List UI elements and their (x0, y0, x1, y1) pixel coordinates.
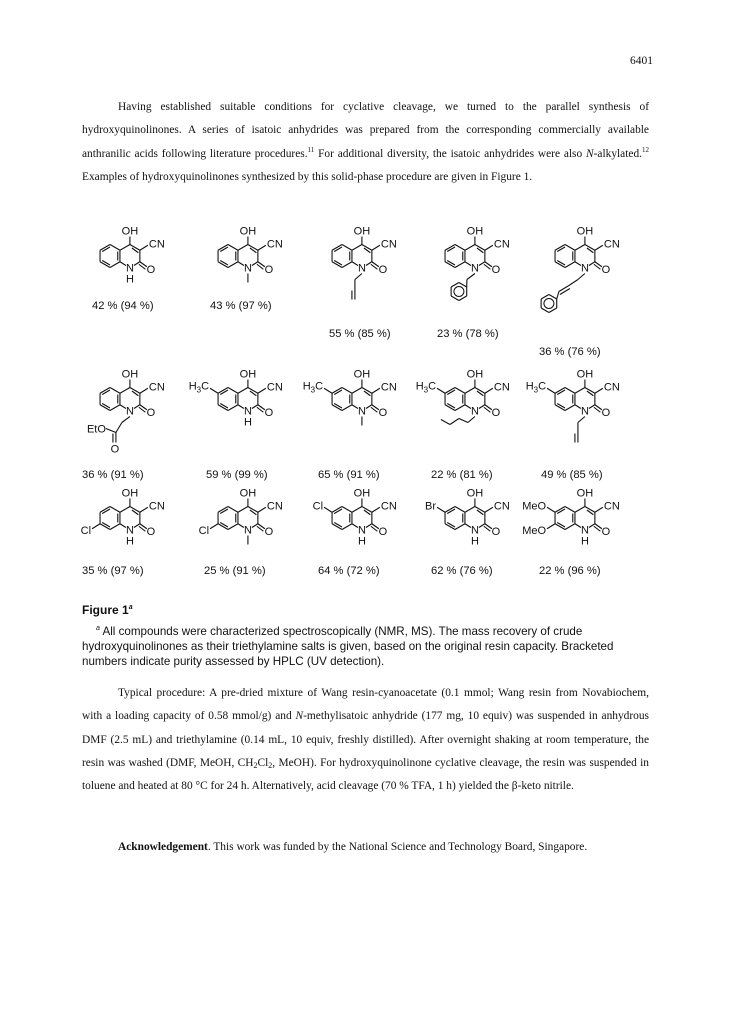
compound-yield: 43 % (97 %) (210, 300, 272, 312)
oh-label: OH (466, 225, 484, 238)
cn-label: CN (266, 238, 283, 251)
benzene-bond (228, 524, 238, 530)
ring-n-label: N (580, 405, 589, 418)
ring-bond (238, 507, 248, 513)
cl-label: Cl (80, 524, 92, 537)
ring-bond (352, 507, 362, 513)
compound-yield: 64 % (72 %) (318, 565, 380, 577)
carbonyl-o-label: O (491, 263, 501, 276)
benzene-bond (565, 262, 575, 268)
benzene-bond (110, 524, 120, 530)
compound-yield: 65 % (91 %) (318, 469, 380, 481)
benzene-bond (455, 388, 465, 394)
figure-title-footnote-mark: a (128, 604, 133, 611)
cn-bond (485, 245, 493, 250)
compound-yield: 36 % (76 %) (539, 346, 601, 358)
compound-yield: 35 % (97 %) (82, 565, 144, 577)
ester-o-label: O (110, 443, 120, 456)
structure-drawing (82, 225, 194, 348)
oh-label: OH (239, 225, 257, 238)
reference-12: 12 (642, 145, 649, 154)
cn-bond (140, 507, 148, 512)
procedure-text-4: , MeOH). For hydroxyquinolinone cyclative cleavage, the resin was suspended in toluene and heated at 80 °C for 24 h. Alternatively, acid cleavage (70 % TFA, 1 h) yielded the β-keto nitrile. (82, 756, 649, 793)
n-h-label: H (125, 535, 134, 548)
ring-bond (130, 245, 140, 251)
benzene-bond (455, 405, 465, 411)
oh-label: OH (466, 368, 484, 381)
cn-bond (372, 388, 380, 393)
compound-15 (522, 487, 647, 605)
ring-n-label: N (470, 405, 479, 418)
benzene-bond (455, 507, 465, 513)
carbonyl-o-label: O (378, 406, 388, 419)
oh-label: OH (576, 225, 594, 238)
compound-yield: 49 % (85 %) (541, 469, 603, 481)
br-label: Br (425, 500, 437, 513)
substituent-bond (547, 388, 555, 393)
methyl-label: $H_3C$ (525, 380, 547, 395)
ring-bond (575, 245, 585, 251)
intro-italic-n: N (586, 147, 594, 160)
benzene-bond (110, 245, 120, 251)
carbonyl-o-label: O (146, 263, 156, 276)
acknowledgement-text: . This work was funded by the National Science and Technology Board, Singapore. (207, 841, 588, 853)
meo-label: MeO (522, 500, 547, 513)
ring-bond (475, 388, 485, 394)
benzene-bond (228, 262, 238, 268)
ring-bond (120, 245, 130, 251)
ring-n-label: N (357, 524, 366, 537)
carbonyl-o-label: O (601, 525, 611, 538)
benzene-bond (228, 388, 238, 394)
ring-n-label: N (125, 405, 134, 418)
butyl-bond (441, 420, 450, 425)
compound-yield: 55 % (85 %) (329, 328, 391, 340)
ring-bond (130, 388, 140, 394)
figure-title-text: Figure 1 (82, 603, 129, 617)
oh-label: OH (466, 487, 484, 500)
benzene-bond (110, 262, 120, 268)
ring-bond (465, 507, 475, 513)
cn-label: CN (148, 381, 165, 394)
structure-drawing (80, 487, 194, 610)
substituent-bond (437, 388, 445, 393)
benzene-bond (228, 507, 238, 513)
oh-label: OH (121, 487, 139, 500)
figure-footnote-text: All compounds were characterized spectroscopically (NMR, MS). The mass recovery of crude hydroxyquinolinones as their triethylamine salts is given, based on the original resin capacity. Bracketed numbers indicate purity assessed by HPLC (UV detection). (82, 625, 614, 668)
ester-bond (106, 429, 116, 433)
acknowledgement-label: Acknowledgement (118, 841, 208, 853)
ring-bond (475, 507, 485, 513)
ring-bond (238, 245, 248, 251)
compound-yield: 36 % (91 %) (82, 469, 144, 481)
benzene-bond (342, 524, 352, 530)
n-h-label: H (357, 535, 366, 548)
benzene-bond (455, 262, 465, 268)
benzene-bond (565, 524, 575, 530)
ring-bond (585, 245, 595, 251)
oh-label: OH (121, 225, 139, 238)
procedure-subscript-1: 2 (253, 760, 258, 770)
intro-text-2: For additional diversity, the isatoic anhydrides were also (314, 147, 586, 160)
ring-bond (352, 388, 362, 394)
cn-bond (258, 245, 266, 250)
n-h-label: H (580, 535, 589, 548)
cn-label: CN (493, 500, 510, 513)
reference-11: 11 (307, 145, 315, 154)
phenyl-ring (454, 287, 464, 297)
n-h-label: H (125, 273, 134, 286)
cn-label: CN (380, 500, 397, 513)
compound-yield: 25 % (91 %) (204, 565, 266, 577)
ring-bond (352, 245, 362, 251)
ring-bond (362, 388, 372, 394)
oh-label: OH (353, 225, 371, 238)
structure-drawing (522, 487, 649, 610)
structure-drawing (537, 225, 649, 348)
benzene-bond (565, 245, 575, 251)
page-number: 6401 (630, 55, 653, 67)
carbonyl-o-label: O (264, 525, 274, 538)
substituent-bond (210, 524, 218, 529)
carbonyl-o-label: O (601, 406, 611, 419)
ester-bond (116, 423, 122, 433)
ring-bond (362, 245, 372, 251)
carbonyl-o-label: O (601, 263, 611, 276)
ring-n-label: N (243, 524, 252, 537)
procedure-text-2: -methylisatoic anhydride (177 mg, 10 equiv) was suspended in anhydrous DMF (2.5 mL) and triethylamine (0.14 mL, 10 equiv, freshly distilled). After overnight shaking at room temperature, the resin was washed (DMF, MeOH, CH (82, 710, 649, 769)
benzene-bond (228, 405, 238, 411)
benzene-bond (342, 262, 352, 268)
ring-bond (248, 507, 258, 513)
methyl-label: $H_3C$ (302, 380, 324, 395)
benzene-bond (110, 388, 120, 394)
ring-n-label: N (243, 405, 252, 418)
procedure-text-3: Cl (257, 756, 269, 769)
ring-n-label: N (243, 262, 252, 275)
figure-1 (80, 225, 649, 600)
compound-9 (415, 368, 537, 486)
procedure-paragraph (82, 682, 649, 798)
carbonyl-o-label: O (491, 406, 501, 419)
ring-bond (575, 507, 585, 513)
compound-2 (200, 225, 310, 343)
benzene-bond (565, 507, 575, 513)
cn-bond (372, 507, 380, 512)
ring-n-label: N (580, 262, 589, 275)
cn-label: CN (493, 381, 510, 394)
ring-n-label: N (357, 405, 366, 418)
oh-label: OH (239, 487, 257, 500)
cn-label: CN (493, 238, 510, 251)
ring-bond (130, 507, 140, 513)
cl-label: Cl (198, 524, 210, 537)
butyl-bond (450, 419, 459, 425)
substituent-bond (437, 507, 445, 512)
cn-label: CN (148, 500, 165, 513)
ring-bond (120, 507, 130, 513)
carbonyl-o-label: O (146, 525, 156, 538)
ring-bond (465, 388, 475, 394)
compound-10 (525, 368, 647, 486)
compound-4 (427, 225, 537, 343)
cn-label: CN (266, 500, 283, 513)
compound-6 (82, 368, 192, 486)
compound-yield: 42 % (94 %) (92, 300, 154, 312)
procedure-subscript-2: 2 (268, 760, 273, 770)
ring-n-label: N (125, 524, 134, 537)
cn-bond (258, 507, 266, 512)
cn-bond (595, 507, 603, 512)
ring-bond (362, 507, 372, 513)
n-h-label: H (243, 416, 252, 429)
compound-yield: 59 % (99 %) (206, 469, 268, 481)
substituent-bond (324, 507, 332, 512)
carbonyl-o-label: O (378, 525, 388, 538)
substituent-bond (547, 507, 555, 512)
oh-label: OH (353, 487, 371, 500)
acknowledgement-paragraph (82, 836, 649, 859)
benzene-bond (110, 405, 120, 411)
ring-bond (120, 388, 130, 394)
benzene-bond (342, 388, 352, 394)
cinnamyl-bond (557, 292, 559, 300)
ring-n-label: N (580, 524, 589, 537)
meo-label: MeO (522, 524, 547, 537)
ring-n-label: N (125, 262, 134, 275)
ring-bond (585, 388, 595, 394)
ring-bond (465, 245, 475, 251)
ring-bond (575, 388, 585, 394)
carbonyl-o-label: O (491, 525, 501, 538)
intro-text-3: -alkylated. (593, 147, 642, 160)
benzene-bond (455, 524, 465, 530)
compound-3 (314, 225, 424, 343)
cinnamyl-bond (569, 280, 578, 286)
cn-bond (595, 245, 603, 250)
cn-label: CN (380, 238, 397, 251)
cn-bond (140, 388, 148, 393)
ring-n-label: N (470, 262, 479, 275)
n-h-label: H (470, 535, 479, 548)
substituent-bond (92, 524, 100, 529)
carbonyl-o-label: O (264, 406, 274, 419)
cn-bond (258, 388, 266, 393)
intro-text-1: Having established suitable conditions for cyclative cleavage, we turned to the parallel synthesis of hydroxyquinolinones. A series of isatoic anhydrides was prepared from the corresponding commercially available anthranilic acids following literature procedures. (82, 101, 649, 160)
ring-n-label: N (470, 524, 479, 537)
cn-bond (140, 245, 148, 250)
ring-bond (585, 507, 595, 513)
benzene-bond (342, 245, 352, 251)
compound-14 (425, 487, 537, 605)
structure-drawing (198, 487, 312, 610)
oh-label: OH (239, 368, 257, 381)
ring-bond (475, 245, 485, 251)
ring-n-label: N (357, 262, 366, 275)
carbonyl-o-label: O (146, 406, 156, 419)
substituent-bond (210, 388, 218, 393)
benzene-bond (342, 405, 352, 411)
oh-label: OH (353, 368, 371, 381)
compound-1 (82, 225, 192, 343)
substituent-bond (324, 388, 332, 393)
compound-8 (302, 368, 424, 486)
methyl-label: $H_3C$ (188, 380, 210, 395)
carbonyl-o-label: O (378, 263, 388, 276)
compound-13 (312, 487, 424, 605)
carbonyl-o-label: O (264, 263, 274, 276)
eto-label: EtO (86, 423, 106, 436)
compound-yield: 22 % (96 %) (539, 565, 601, 577)
cn-label: CN (603, 238, 620, 251)
cl-label: Cl (312, 500, 324, 513)
ring-bond (238, 388, 248, 394)
intro-paragraph (82, 96, 649, 189)
oh-label: OH (576, 487, 594, 500)
cn-bond (485, 507, 493, 512)
procedure-text-1: Typical procedure: A pre-dried mixture of Wang resin-cyanoacetate (0.1 mmol; Wang resin from Novabiochem, with a loading capacity of 0.58 mmol/g) and (82, 687, 649, 723)
cn-label: CN (148, 238, 165, 251)
cn-bond (372, 245, 380, 250)
figure-footnote (82, 624, 642, 669)
cn-label: CN (603, 381, 620, 394)
figure-footnote-mark: a (96, 625, 100, 632)
butyl-bond (459, 419, 468, 423)
substituent-bond (547, 524, 555, 529)
benzene-bond (565, 405, 575, 411)
benzene-bond (228, 245, 238, 251)
procedure-italic-n: N (295, 710, 304, 723)
phenyl-ring (544, 299, 554, 309)
cn-label: CN (380, 381, 397, 394)
compound-5 (537, 225, 647, 358)
ring-bond (248, 245, 258, 251)
compound-yield: 62 % (76 %) (431, 565, 493, 577)
cn-bond (485, 388, 493, 393)
oh-label: OH (121, 368, 139, 381)
structure-drawing (312, 487, 426, 610)
benzene-bond (342, 507, 352, 513)
structure-drawing (200, 225, 312, 348)
compound-yield: 23 % (78 %) (437, 328, 499, 340)
compound-11 (80, 487, 192, 605)
cn-label: CN (266, 381, 283, 394)
intro-text-4: Examples of hydroxyquinolinones synthesized by this solid-phase procedure are given in Figure 1. (82, 170, 533, 183)
compound-7 (188, 368, 310, 486)
benzene-bond (455, 245, 465, 251)
compound-yield: 22 % (81 %) (431, 469, 493, 481)
figure-title (82, 603, 133, 617)
compound-12 (198, 487, 310, 605)
oh-label: OH (576, 368, 594, 381)
cn-label: CN (603, 500, 620, 513)
cn-bond (595, 388, 603, 393)
ring-bond (248, 388, 258, 394)
benzene-bond (565, 388, 575, 394)
benzene-bond (110, 507, 120, 513)
methyl-label: $H_3C$ (415, 380, 437, 395)
